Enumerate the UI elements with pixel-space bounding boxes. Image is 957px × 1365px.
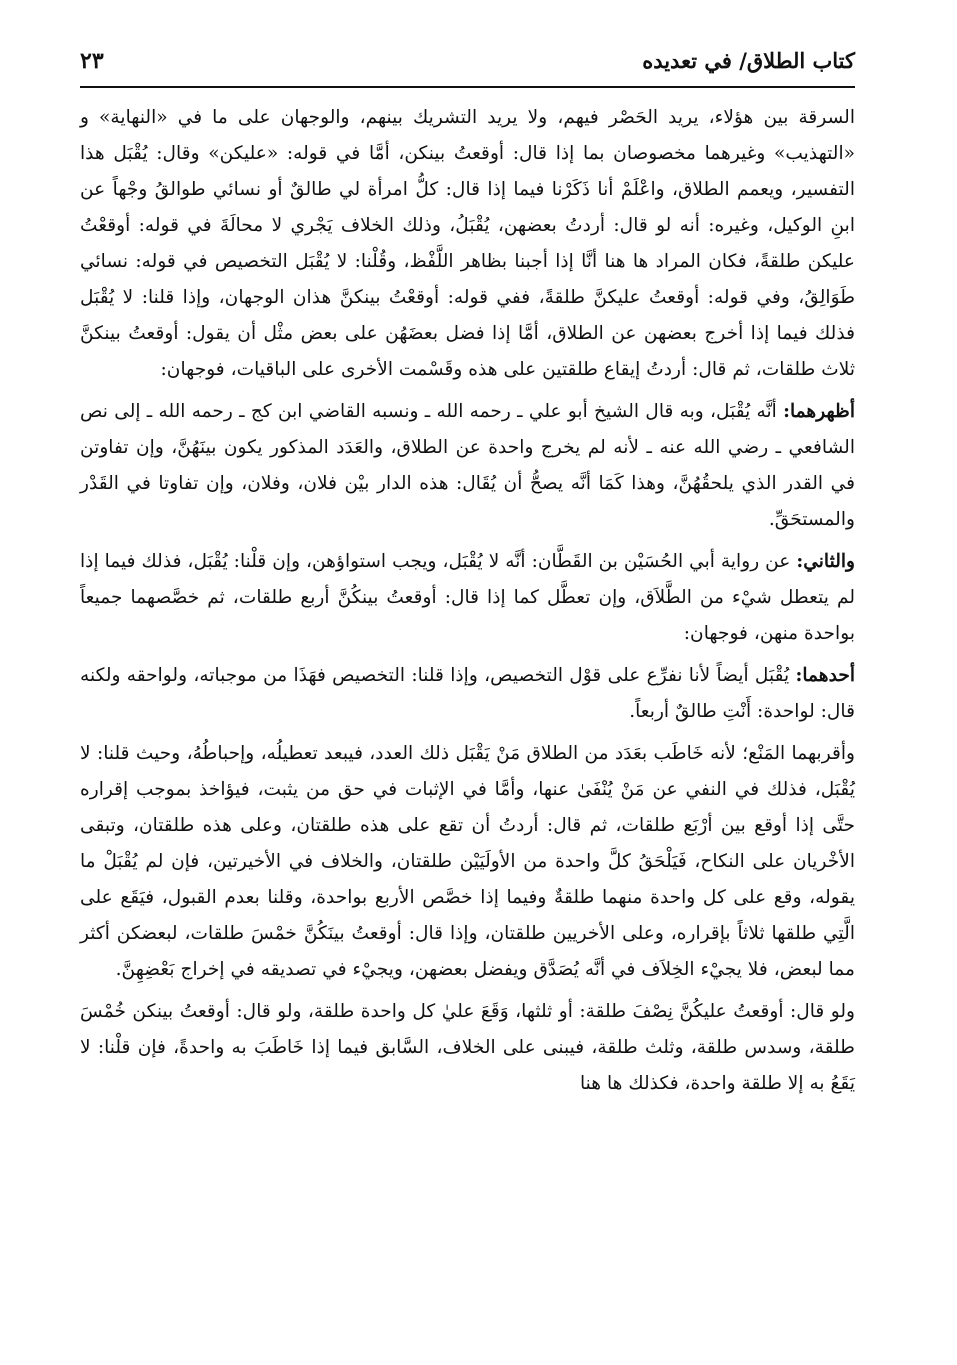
paragraph bbox=[80, 100, 855, 388]
paragraph-text: السرقة بين هؤلاء، يريد الحَصْر فيهم، ولا يريد التشريك بينهم، والوجهان على ما في «النهاية» و «التهذيب» وغيرهما مخصوصان بما إذا قال: أوقعتُ بينكن، أمَّا في قوله: «عليكن» وقال: يُقْبَل هذا التفسير، ويعمم الطلاق، واعْلَمْ أنا ذَكَرْنا فيما إذا قال: كلُّ امرأة لي طالقٌ أو نسائي طوالقُ وجْهاً عن ابنِ الوكيل، وغيره: أنه لو قال: أردتُ بعضهن، يُقْبَلُ، وذلك الخلاف يَجْري لا محالَةَ في قوله: أوقعْتُ عليكن طلقةً، فكان المراد ها هنا أنَّا إذا أجبنا بظاهر اللَّفْظ، وقُلْنا: لا يُقْبَل التخصيص في قوله: نسائي طَوَالِقُ، وفي قوله: أوقعتُ عليكنَّ طلقةً، ففي قوله: أوقعْتُ بينكنَّ هذان الوجهان، وإذا قلنا: لا يُقْبَل فذلك فيما إذا أخرج بعضهن عن الطلاق، أمَّا إذا فضل بعضَهُن على بعض مثْل أن يقول: أوقعتُ بينكنَّ ثلاث طلقات، ثم قال: أردتُ إيقاع طلقتين على هذه وقَسْمت الأخرى على الباقيات، فوجهان: bbox=[80, 107, 855, 380]
paragraph-text: أنَّه يُقْبَل، وبه قال الشيخ أبو علي ـ رحمه الله ـ ونسبه القاضي ابن كج ـ رحمه الله ـ إلى نص الشافعي ـ رضي الله عنه ـ لأنه لم يخرج واحدة عن الطلاق، والعَدَد المذكور يكون بينَهُنَّ، وإن تفاوتن في القدر الذي يلحقُهُنَّ، وهذا كَمَا أنَّه يصحُّ أن يُقَال: هذه الدار بيْن فلان، وفلان، وإن تفاوتا في القَدْر والمستحَقِّ. bbox=[80, 401, 855, 530]
paragraph bbox=[80, 394, 855, 538]
running-title: كتاب الطلاق/ في تعديده bbox=[642, 48, 855, 73]
paragraph-lead: أظهرهما: bbox=[783, 401, 855, 422]
paragraph bbox=[80, 544, 855, 652]
paragraph-lead: أحدهما: bbox=[795, 665, 855, 686]
paragraph bbox=[80, 994, 855, 1102]
page-header bbox=[80, 44, 855, 88]
paragraph-text: وأقربهما المَنْع؛ لأنه خَاطَب بعَدَد من الطلاق مَنْ يَقْبَل ذلك العدد، فيبعد تعطيلُه، وإحباطُهُ، وحيث قلنا: لا يُقْبَل، فذلك في النفي عن مَنْ يُنْفَىٰ عنها، وأمَّا في الإثبات في حق من يثبت، فيؤاخذ بموجب إقراره حتَّى إذا أوقع بين أرْبَع طلقات، ثم قال: أردتُ أن تقع على هذه طلقتان، وعلى هذه طلقتان، وتبقى الأخْريان على النكاح، فَيَلْحَقُ كلَّ واحدة من الأولَيَيْن طلقتان، والخلاف في الأخيرتين، فإن لم يُقْبَلْ ما يقوله، وقع على كل واحدة منهما طلقةٌ وفيما إذا خصَّص الأربع بواحدة، وقلنا بعدم القبول، فيَقَع على الَّتِي طلقها ثلاثاً بإقراره، وعلى الأخريين طلقتان، وإذا قال: أوقعتُ بينَكُنَّ خمْسَ طلقات، لبعضكن أكثر مما لبعض، فلا يجيْء الخِلاَف في أنَّه يُصَدَّق ويفضل بعضهن، ويجيْء في تصديقه في إخراج بَعْضِهِنَّ. bbox=[80, 743, 855, 980]
paragraph-text: يُقْبَل أيضاً لأنا نفرِّع على قوْل التخصيص، وإذا قلنا: التخصيص فهَذَا من موجباته، ولواحقه ولكنه قال: لواحدة: أَنْتِ طالقٌ أربعاً. bbox=[80, 665, 855, 722]
body-text bbox=[80, 100, 855, 1102]
page-number: ٢٣ bbox=[80, 48, 104, 74]
paragraph bbox=[80, 658, 855, 730]
paragraph bbox=[80, 736, 855, 988]
paragraph-lead: والثاني: bbox=[796, 551, 855, 572]
paragraph-text: ولو قال: أوقعتُ عليكُنَّ نِصْفَ طلقة: أو ثلثها، وَقَعَ عليٰ كل واحدة طلقة، ولو قال: أوقعتُ بينكن خُمْسَ طلقة، وسدس طلقة، وثلث طلقة، فيبنى على الخلاف، السَّابق فيما إذا خَاطَبَ به واحدةً، فإن قلْنا: لا يَقَعُ به إلا طلقة واحدة، فكذلك ها هنا bbox=[80, 1001, 855, 1094]
paragraph-text: عن رواية أبي الحُسَيْن بن القَطَّان: أنَّه لا يُقْبَل، ويجب استواؤهن، وإن قلْنا: يُقْبَل، فذلك فيما إذا لم يتعطل شيْء من الطَّلاَق، وإن تعطَّل كما إذا قال: أوقعتُ بينكُنَّ أربع طلقات، ثم خصَّصهما جميعاً بواحدة منهن، فوجهان: bbox=[80, 551, 855, 644]
